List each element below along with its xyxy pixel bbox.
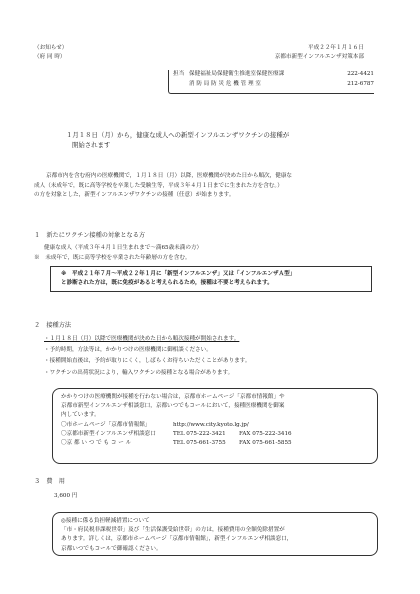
title-line-1: １月１８日（月）から，健康な成人への新型インフルエンザワクチンの接種が <box>66 131 290 139</box>
contact-fax: FAX 075-661-5855 <box>239 440 292 447</box>
fee-line-3: あります。詳しくは，京都市ホームページ「京都市情報館」，新型インフルエンザ相談窓口， <box>61 536 293 543</box>
notice-line-2: （府 同 時） <box>34 54 66 60</box>
fee-line-1: ◎接種に係る負担軽減措置について <box>61 518 150 524</box>
immunity-note-box <box>50 266 372 292</box>
section-1-line-2: ※ 未成年で，既に高等学校を卒業された年齢層の方を含む。 <box>34 254 191 261</box>
contact-dept: 保健福祉局保健衛生推進室保健医療課 <box>189 71 285 77</box>
bullet-item: ・ワクチンの出荷状況により，輸入ワクチンの接種となる場合があります。 <box>44 369 234 376</box>
contact-entry <box>61 421 369 430</box>
contact-row <box>173 70 374 80</box>
intro-line-2: 成人（未成年で，既に高等学校を卒業した受験生等，平成３年４月１日までに生まれた方を含む。） <box>34 182 283 189</box>
highlight-line-1: ※ 平成２１年７月～平成２２年１月に「新型インフルエンザ」又は「インフルエンザＡ型」 <box>61 271 296 277</box>
section-2-heading: ２ 接種方法 <box>34 322 72 329</box>
intro-line-1: 京都市内を含む府内の医療機関で，１月１８日（月）以降，医療機関が決めた日から順次，健康な <box>46 173 293 179</box>
intro-paragraph <box>34 172 386 201</box>
fee-line-2: 「市・府民税非課税世帯」及び「生活保護受給世帯」の方は，接種費用の全額免除措置が <box>61 527 285 534</box>
contact-dept: 消 防 局 防 災 危 機 管 理 室 <box>189 81 261 87</box>
info-line-2: 京都市新型インフルエンザ相談窓口，京都いつでもコールにおいて，接種医療機関を御案 <box>61 403 285 410</box>
info-line-3: 内しています。 <box>61 412 100 419</box>
contact-name: 〇京都市新型インフルエンザ相談窓口 <box>61 430 156 437</box>
bullet-item: ・１月１８日（月）以降で医療機関が決めた日から順次接種が開始されます。 <box>44 336 240 342</box>
consultation-info-box <box>52 388 378 464</box>
contact-tel: TEL 075-661-3755 <box>173 440 226 447</box>
contact-tel: 212-6787 <box>347 81 374 87</box>
intro-line-3: の方を対象とした，新型インフルエンザワクチンの接種（任意）が始まります。 <box>34 192 235 198</box>
info-line-1: かかりつけの医療機関が接種を行わない場合は，京都市ホームページ「京都市情報館」や <box>61 394 285 400</box>
contact-box <box>168 70 374 94</box>
city-website-link[interactable]: http://www.city.kyoto.lg.jp/ <box>173 421 249 428</box>
highlight-line-2: と診断された方は，既に免疫があると考えられるため，接種は不要と考えられます。 <box>61 280 273 287</box>
bullet-item: ・予約時期，方法等は，かかりつけの医療機関に御相談ください。 <box>44 347 212 354</box>
notice-label <box>34 44 67 62</box>
contact-row <box>173 80 374 90</box>
title-line-2: 開始されます <box>72 141 111 150</box>
contact-tel: TEL 075-222-3421 <box>173 430 226 437</box>
contact-label: 担当 <box>173 71 185 77</box>
fee-reduction-box <box>52 512 378 556</box>
cost-value: 3,600 円 <box>54 493 78 499</box>
header-meta <box>275 44 364 62</box>
contact-name: 〇市ホームページ「京都市情報館」 <box>61 421 151 428</box>
contact-fax: FAX 075-222-3416 <box>239 430 292 437</box>
fee-line-4: 京都いつでもコールで御確認ください。 <box>61 545 162 552</box>
issue-date: 平成２２年１月１６日 <box>308 45 364 51</box>
contact-name: 〇京 都 い つ で も コ ー ル <box>61 440 132 447</box>
contact-entry <box>61 430 369 439</box>
method-bullet-list <box>44 334 250 379</box>
contact-tel: 222-4421 <box>347 71 374 77</box>
section-1-heading: １ 新たにワクチン接種の対象となる方 <box>34 232 146 239</box>
bullet-item: ・接種開始直後は，予約が取りにくく，しばらくお待ちいただくことがあります。 <box>44 358 251 365</box>
contact-label <box>173 80 189 90</box>
section-3-heading: ３ 費 用 <box>34 478 65 485</box>
section-1-body <box>34 244 203 263</box>
issuer: 京都市新型インフルエンザ対策本部 <box>274 54 364 60</box>
section-1-line-1: 健康な成人（平成３年４月１日生まれまで～満65歳未満の方） <box>44 245 203 251</box>
contact-entry <box>61 439 369 448</box>
notice-line-1: （お知らせ） <box>34 45 68 51</box>
document-title <box>66 130 366 151</box>
